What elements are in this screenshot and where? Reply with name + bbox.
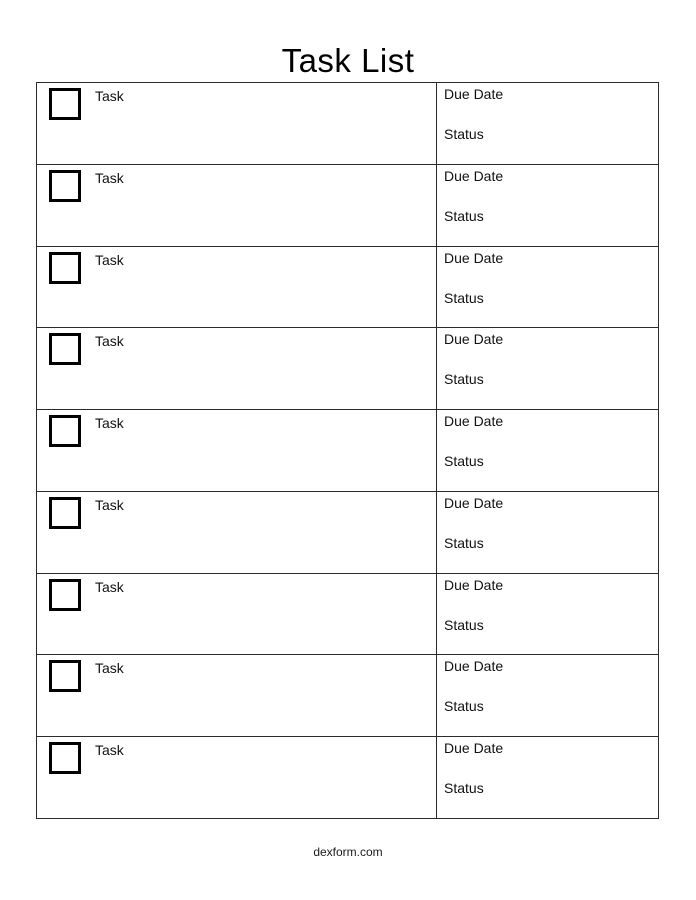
task-cell (37, 574, 437, 655)
due-date-label: Due Date (444, 413, 504, 430)
status-label: Status (444, 534, 484, 551)
task-label: Task (95, 88, 124, 104)
task-label: Task (95, 169, 124, 186)
task-cell (37, 737, 437, 818)
table-row (37, 409, 658, 491)
due-status-cell (437, 83, 658, 164)
due-date-label: Due Date (444, 331, 504, 348)
status-label: Status (444, 289, 484, 306)
due-status-cell (437, 737, 658, 818)
task-label: Task (95, 496, 124, 513)
due-date-label: Due Date (444, 249, 504, 266)
task-checkbox[interactable] (49, 170, 81, 202)
task-table (36, 82, 659, 819)
due-date-label: Due Date (444, 86, 504, 102)
status-label: Status (444, 126, 484, 142)
table-row (37, 654, 658, 736)
table-row (37, 573, 658, 655)
task-checkbox[interactable] (49, 579, 81, 611)
task-checkbox[interactable] (49, 333, 81, 365)
task-checkbox[interactable] (49, 742, 81, 774)
task-label: Task (95, 742, 124, 759)
task-checkbox[interactable] (49, 660, 81, 692)
status-label: Status (444, 698, 484, 715)
due-status-cell (437, 328, 658, 409)
due-status-cell (437, 165, 658, 246)
task-checkbox[interactable] (49, 88, 81, 120)
task-label: Task (95, 333, 124, 350)
status-label: Status (444, 371, 484, 388)
status-label: Status (444, 780, 484, 797)
table-row (37, 246, 658, 328)
table-row (37, 83, 658, 164)
due-status-cell (437, 655, 658, 736)
table-row (37, 164, 658, 246)
task-checkbox[interactable] (49, 497, 81, 529)
due-date-label: Due Date (444, 494, 504, 511)
due-date-label: Due Date (444, 576, 504, 593)
task-cell (37, 247, 437, 328)
task-label: Task (95, 660, 124, 677)
task-label: Task (95, 578, 124, 595)
page-title: Task List (281, 42, 415, 79)
due-status-cell (437, 410, 658, 491)
table-row (37, 491, 658, 573)
task-checkbox[interactable] (49, 252, 81, 284)
due-date-label: Due Date (444, 658, 504, 675)
task-cell (37, 328, 437, 409)
due-date-label: Due Date (444, 740, 504, 757)
task-label: Task (95, 251, 124, 268)
table-row (37, 327, 658, 409)
task-cell (37, 83, 437, 164)
status-label: Status (444, 207, 484, 224)
task-cell (37, 492, 437, 573)
due-status-cell (437, 574, 658, 655)
due-status-cell (437, 247, 658, 328)
status-label: Status (444, 616, 484, 633)
status-label: Status (444, 453, 484, 470)
due-status-cell (437, 492, 658, 573)
table-row (37, 736, 658, 818)
task-checkbox[interactable] (49, 415, 81, 447)
due-date-label: Due Date (444, 167, 504, 184)
task-cell (37, 165, 437, 246)
footer-text: dexform.com (313, 845, 383, 859)
task-cell (37, 655, 437, 736)
task-cell (37, 410, 437, 491)
task-label: Task (95, 415, 124, 432)
